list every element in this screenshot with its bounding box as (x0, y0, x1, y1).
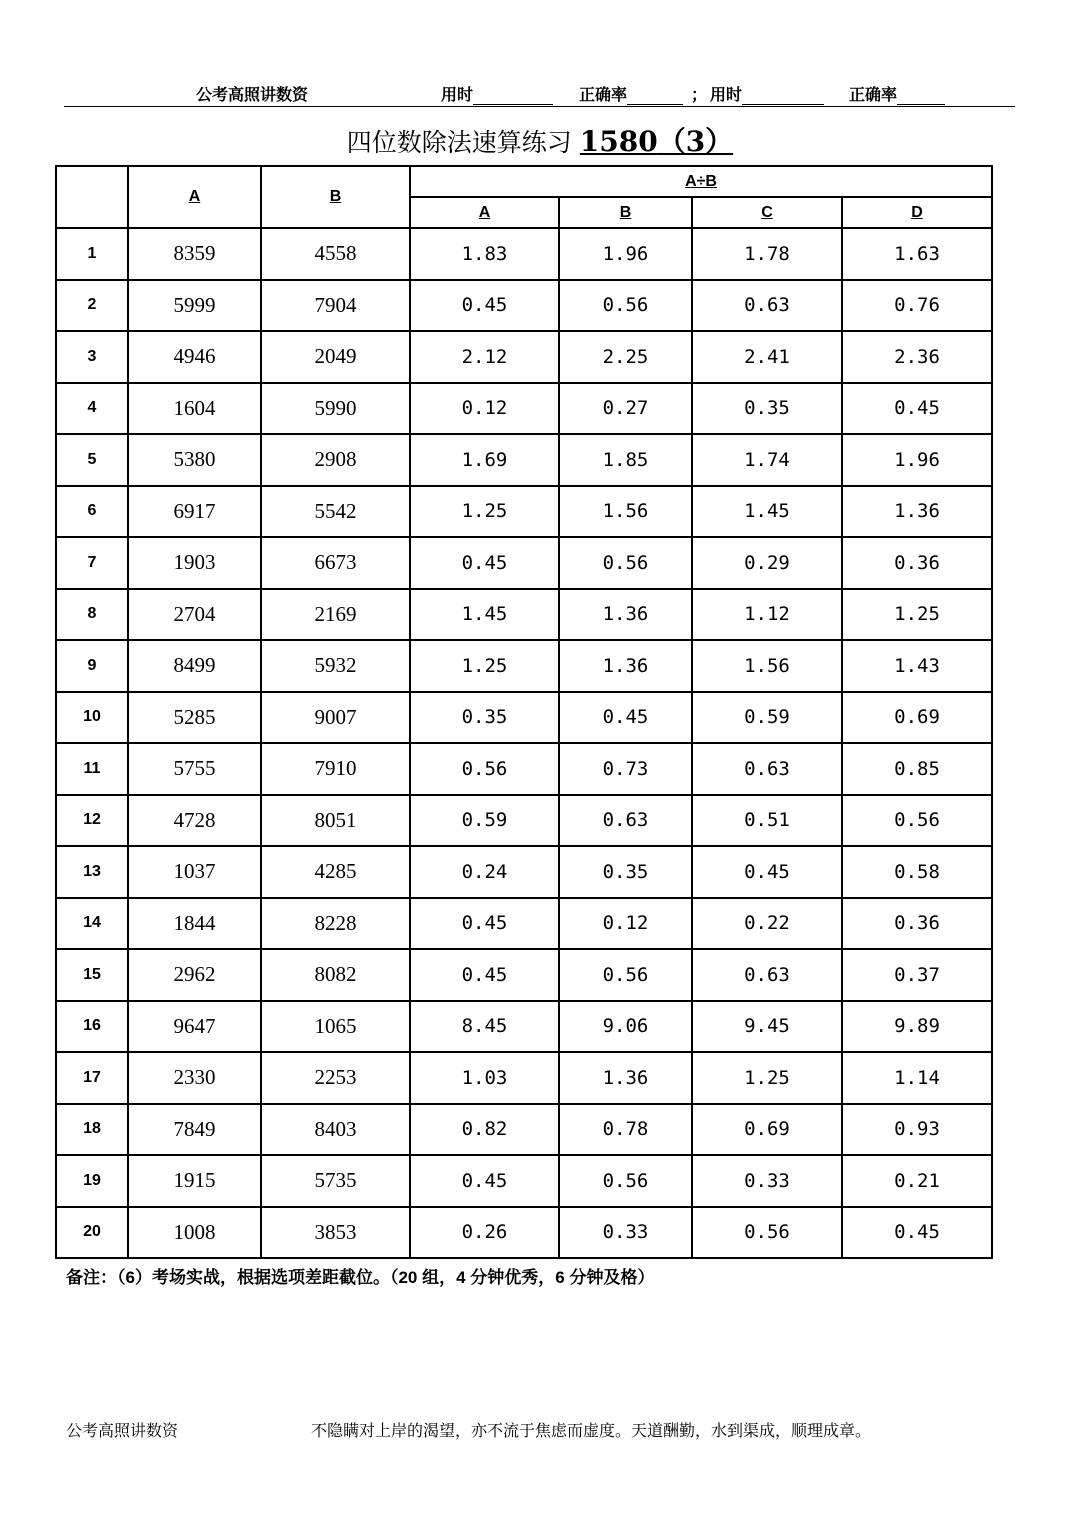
divisor-cell: 2253 (261, 1052, 410, 1104)
row-index: 16 (56, 1001, 128, 1053)
divisor-cell: 4558 (261, 228, 410, 280)
row-index: 17 (56, 1052, 128, 1104)
dividend-cell: 9647 (128, 1001, 261, 1053)
option-b-cell: 9.06 (559, 1001, 692, 1053)
row-index: 6 (56, 486, 128, 538)
option-d-cell: 0.69 (842, 692, 992, 744)
option-a-cell: 0.82 (410, 1104, 559, 1156)
dividend-cell: 5380 (128, 434, 261, 486)
accuracy-field-1 (579, 82, 683, 105)
option-b-cell: 0.56 (559, 1155, 692, 1207)
quotient-group-header: A÷B (410, 166, 992, 197)
option-a-cell: 1.25 (410, 486, 559, 538)
accuracy-blank-1[interactable] (627, 88, 683, 105)
dividend-cell: 1008 (128, 1207, 261, 1259)
option-d-cell: 0.85 (842, 743, 992, 795)
row-index: 7 (56, 537, 128, 589)
option-a-header: A (410, 197, 559, 228)
option-c-cell: 2.41 (692, 331, 842, 383)
option-d-cell: 1.25 (842, 589, 992, 641)
option-d-header: D (842, 197, 992, 228)
title-number (580, 125, 733, 158)
option-a-cell: 1.69 (410, 434, 559, 486)
time-label-2: 用时 (710, 87, 743, 104)
table-row (56, 949, 992, 1001)
page-title (0, 120, 1080, 160)
option-d-cell: 9.89 (842, 1001, 992, 1053)
option-c-cell: 0.33 (692, 1155, 842, 1207)
table-row (56, 434, 992, 486)
accuracy-blank-2[interactable] (897, 88, 945, 105)
option-a-cell: 0.59 (410, 795, 559, 847)
table-row (56, 1155, 992, 1207)
row-index: 1 (56, 228, 128, 280)
option-b-cell: 0.63 (559, 795, 692, 847)
table-row (56, 743, 992, 795)
divisor-cell: 6673 (261, 537, 410, 589)
divisor-cell: 8082 (261, 949, 410, 1001)
row-index: 14 (56, 898, 128, 950)
option-b-cell: 0.33 (559, 1207, 692, 1259)
option-c-cell: 0.59 (692, 692, 842, 744)
option-a-cell: 2.12 (410, 331, 559, 383)
time-field-1 (441, 82, 553, 105)
option-c-header: C (692, 197, 842, 228)
option-b-cell: 0.35 (559, 846, 692, 898)
option-d-cell: 1.14 (842, 1052, 992, 1104)
table-row (56, 280, 992, 332)
option-a-cell: 0.26 (410, 1207, 559, 1259)
divisor-cell: 2908 (261, 434, 410, 486)
option-b-header: B (559, 197, 692, 228)
header-divider (64, 106, 1015, 107)
dividend-cell: 4728 (128, 795, 261, 847)
divisor-cell: 3853 (261, 1207, 410, 1259)
divisor-cell: 8051 (261, 795, 410, 847)
option-d-cell: 1.96 (842, 434, 992, 486)
col-a-header: A (128, 166, 261, 228)
option-a-cell: 1.45 (410, 589, 559, 641)
option-c-cell: 0.69 (692, 1104, 842, 1156)
option-b-cell: 0.45 (559, 692, 692, 744)
option-d-cell: 0.58 (842, 846, 992, 898)
option-c-cell: 0.63 (692, 949, 842, 1001)
dividend-cell: 4946 (128, 331, 261, 383)
option-a-cell: 0.24 (410, 846, 559, 898)
page-header (0, 82, 1080, 104)
footer-brand: 公考高照讲数资 (66, 1423, 179, 1440)
option-d-cell: 0.37 (842, 949, 992, 1001)
row-index: 9 (56, 640, 128, 692)
option-d-cell: 0.36 (842, 537, 992, 589)
option-b-cell: 1.96 (559, 228, 692, 280)
separator: ； (691, 87, 708, 104)
table-row (56, 228, 992, 280)
option-c-cell: 0.45 (692, 846, 842, 898)
option-c-cell: 1.56 (692, 640, 842, 692)
divisor-cell: 5932 (261, 640, 410, 692)
note: 备注：（6）考场实战，根据选项差距截位。（20 组，4 分钟优秀，6 分钟及格） (66, 1268, 655, 1287)
option-d-cell: 1.63 (842, 228, 992, 280)
dividend-cell: 1604 (128, 383, 261, 435)
option-a-cell: 0.45 (410, 537, 559, 589)
title-suffix: （3） (657, 125, 734, 158)
divisor-cell: 4285 (261, 846, 410, 898)
option-c-cell: 0.56 (692, 1207, 842, 1259)
title-text: 四位数除法速算练习 (346, 128, 572, 157)
option-b-cell: 1.36 (559, 589, 692, 641)
divisor-cell: 5735 (261, 1155, 410, 1207)
table-body (56, 228, 992, 1258)
option-d-cell: 1.36 (842, 486, 992, 538)
table-row (56, 486, 992, 538)
practice-table (55, 165, 993, 1259)
table-row (56, 846, 992, 898)
dividend-cell: 1903 (128, 537, 261, 589)
table-row (56, 1104, 992, 1156)
option-b-cell: 0.78 (559, 1104, 692, 1156)
option-b-cell: 0.56 (559, 537, 692, 589)
option-d-cell: 0.45 (842, 1207, 992, 1259)
divisor-cell: 2169 (261, 589, 410, 641)
row-index: 18 (56, 1104, 128, 1156)
option-b-cell: 1.36 (559, 1052, 692, 1104)
table-row (56, 1052, 992, 1104)
option-a-cell: 0.35 (410, 692, 559, 744)
table-row (56, 331, 992, 383)
option-d-cell: 0.21 (842, 1155, 992, 1207)
row-index: 2 (56, 280, 128, 332)
dividend-cell: 1037 (128, 846, 261, 898)
option-a-cell: 0.12 (410, 383, 559, 435)
time-label-1: 用时 (441, 87, 474, 104)
option-b-cell: 0.73 (559, 743, 692, 795)
row-index: 19 (56, 1155, 128, 1207)
option-c-cell: 0.63 (692, 743, 842, 795)
row-index: 13 (56, 846, 128, 898)
option-d-cell: 1.43 (842, 640, 992, 692)
option-a-cell: 1.25 (410, 640, 559, 692)
option-c-cell: 1.25 (692, 1052, 842, 1104)
dividend-cell: 2962 (128, 949, 261, 1001)
accuracy-field-2 (849, 82, 945, 105)
dividend-cell: 7849 (128, 1104, 261, 1156)
table-row (56, 1207, 992, 1259)
option-b-cell: 0.27 (559, 383, 692, 435)
table-row (56, 1001, 992, 1053)
option-c-cell: 1.78 (692, 228, 842, 280)
option-c-cell: 1.45 (692, 486, 842, 538)
table-row (56, 589, 992, 641)
option-b-cell: 2.25 (559, 331, 692, 383)
divisor-cell: 8228 (261, 898, 410, 950)
header-brand: 公考高照讲数资 (196, 87, 309, 104)
dividend-cell: 5755 (128, 743, 261, 795)
row-index: 12 (56, 795, 128, 847)
divisor-cell: 1065 (261, 1001, 410, 1053)
divisor-cell: 8403 (261, 1104, 410, 1156)
option-d-cell: 2.36 (842, 331, 992, 383)
footer-motto: 不隐瞒对上岸的渴望，亦不流于焦虑而虚度。天道酬勤，水到渠成，顺理成章。 (311, 1423, 872, 1440)
option-b-cell: 1.85 (559, 434, 692, 486)
option-b-cell: 0.56 (559, 949, 692, 1001)
option-d-cell: 0.45 (842, 383, 992, 435)
dividend-cell: 6917 (128, 486, 261, 538)
dividend-cell: 1844 (128, 898, 261, 950)
option-a-cell: 0.56 (410, 743, 559, 795)
option-c-cell: 0.63 (692, 280, 842, 332)
dividend-cell: 5285 (128, 692, 261, 744)
row-index: 20 (56, 1207, 128, 1259)
divisor-cell: 2049 (261, 331, 410, 383)
option-c-cell: 9.45 (692, 1001, 842, 1053)
dividend-cell: 2330 (128, 1052, 261, 1104)
dividend-cell: 8359 (128, 228, 261, 280)
time-blank-1[interactable] (473, 88, 553, 105)
divisor-cell: 9007 (261, 692, 410, 744)
option-d-cell: 0.76 (842, 280, 992, 332)
option-c-cell: 0.29 (692, 537, 842, 589)
row-index: 3 (56, 331, 128, 383)
row-index: 15 (56, 949, 128, 1001)
divisor-cell: 5542 (261, 486, 410, 538)
row-index: 10 (56, 692, 128, 744)
option-a-cell: 1.03 (410, 1052, 559, 1104)
dividend-cell: 5999 (128, 280, 261, 332)
option-b-cell: 1.36 (559, 640, 692, 692)
col-b-header: B (261, 166, 410, 228)
option-a-cell: 0.45 (410, 280, 559, 332)
time-blank-2[interactable] (742, 88, 824, 105)
row-index: 11 (56, 743, 128, 795)
row-index: 8 (56, 589, 128, 641)
row-index: 5 (56, 434, 128, 486)
option-b-cell: 0.12 (559, 898, 692, 950)
title-number-value: 1580 (579, 125, 658, 158)
dividend-cell: 8499 (128, 640, 261, 692)
option-b-cell: 1.56 (559, 486, 692, 538)
table-row (56, 898, 992, 950)
divisor-cell: 5990 (261, 383, 410, 435)
option-d-cell: 0.93 (842, 1104, 992, 1156)
time-field-2 (710, 82, 824, 105)
dividend-cell: 2704 (128, 589, 261, 641)
option-a-cell: 0.45 (410, 1155, 559, 1207)
option-c-cell: 0.22 (692, 898, 842, 950)
dividend-cell: 1915 (128, 1155, 261, 1207)
option-d-cell: 0.36 (842, 898, 992, 950)
table-row (56, 692, 992, 744)
table-row (56, 640, 992, 692)
option-c-cell: 1.12 (692, 589, 842, 641)
option-c-cell: 0.51 (692, 795, 842, 847)
table-row (56, 795, 992, 847)
option-a-cell: 0.45 (410, 898, 559, 950)
option-d-cell: 0.56 (842, 795, 992, 847)
divisor-cell: 7904 (261, 280, 410, 332)
option-a-cell: 8.45 (410, 1001, 559, 1053)
divisor-cell: 7910 (261, 743, 410, 795)
accuracy-label-2: 正确率 (849, 87, 898, 104)
option-b-cell: 0.56 (559, 280, 692, 332)
index-header (56, 166, 128, 228)
row-index: 4 (56, 383, 128, 435)
table-row (56, 537, 992, 589)
table-row (56, 383, 992, 435)
option-a-cell: 1.83 (410, 228, 559, 280)
accuracy-label-1: 正确率 (579, 87, 628, 104)
option-a-cell: 0.45 (410, 949, 559, 1001)
option-c-cell: 0.35 (692, 383, 842, 435)
option-c-cell: 1.74 (692, 434, 842, 486)
